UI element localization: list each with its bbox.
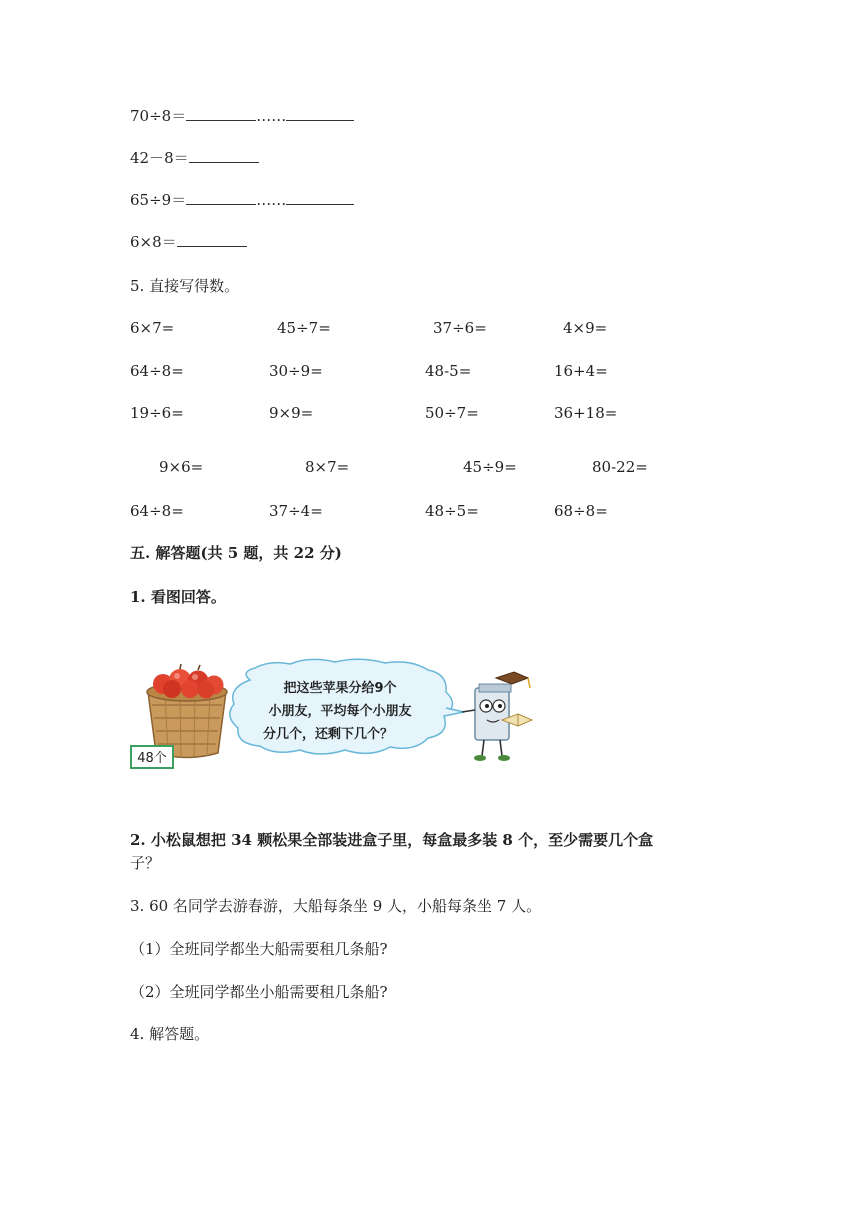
apple-basket-image (147, 664, 227, 758)
q5-item: 36+18= (554, 404, 618, 422)
q3-sub-1: （1）全班同学都坐大船需要租几条船? (130, 940, 388, 958)
blank-row-1 (130, 106, 354, 126)
q2-line-1: 2. 小松鼠想把 34 颗松果全部装进盒子里，每盒最多装 8 个，至少需要几个盒 (130, 831, 654, 849)
q5-item: 48-5= (425, 362, 472, 380)
expression: 6×8＝ (130, 233, 177, 251)
q5-item: 9×9= (269, 404, 314, 422)
q2-line-2: 子？ (130, 854, 161, 872)
q4-title: 4. 解答题。 (130, 1025, 210, 1043)
q5-item: 64÷8= (130, 362, 184, 380)
q5-item: 6×7= (130, 319, 175, 337)
q5-item: 19÷6= (130, 404, 184, 422)
expression: 65÷9＝ (130, 191, 187, 209)
basket-count-label: 48个 (137, 751, 167, 766)
remainder-dots: …… (256, 191, 287, 209)
expression: 42－8＝ (130, 149, 189, 167)
blank-row-2 (130, 148, 259, 168)
q3-title: 3. 60 名同学去游春游，大船每条坐 9 人，小船每条坐 7 人。 (130, 897, 542, 915)
question-illustration (130, 650, 540, 775)
speech-line-3: 分几个，还剩下几个？ (262, 727, 394, 742)
book-character-image (462, 672, 532, 761)
expression: 70÷8＝ (130, 107, 187, 125)
remainder-blank[interactable] (286, 192, 354, 205)
q5-item: 9×6= (159, 458, 204, 476)
q5-item: 68÷8= (554, 502, 608, 520)
q5-item: 37÷6= (433, 319, 487, 337)
q5-item: 45÷9= (463, 458, 517, 476)
blank-row-3 (130, 190, 354, 210)
q1-title: 1. 看图回答。 (130, 588, 226, 606)
q5-item: 16+4= (554, 362, 608, 380)
q5-title: 5. 直接写得数。 (130, 277, 240, 295)
q5-item: 4×9= (563, 319, 608, 337)
q5-item: 80-22= (592, 458, 648, 476)
q5-item: 64÷8= (130, 502, 184, 520)
q5-item: 45÷7= (277, 319, 331, 337)
q3-sub-2: （2）全班同学都坐小船需要租几条船? (130, 983, 388, 1001)
answer-blank[interactable] (177, 234, 247, 247)
answer-blank[interactable] (186, 108, 256, 121)
q5-item: 8×7= (305, 458, 350, 476)
q5-item: 48÷5= (425, 502, 479, 520)
section-heading: 五. 解答题(共 5 题，共 22 分) (130, 544, 342, 562)
answer-blank[interactable] (186, 192, 256, 205)
speech-line-2: 小朋友，平均每个小朋友 (268, 704, 412, 719)
speech-line-1: 把这些苹果分给9个 (283, 681, 397, 696)
blank-row-4 (130, 232, 247, 252)
q5-item: 37÷4= (269, 502, 323, 520)
remainder-dots: …… (256, 107, 287, 125)
q5-item: 50÷7= (425, 404, 479, 422)
q5-item: 30÷9= (269, 362, 323, 380)
answer-blank[interactable] (189, 150, 259, 163)
remainder-blank[interactable] (286, 108, 354, 121)
